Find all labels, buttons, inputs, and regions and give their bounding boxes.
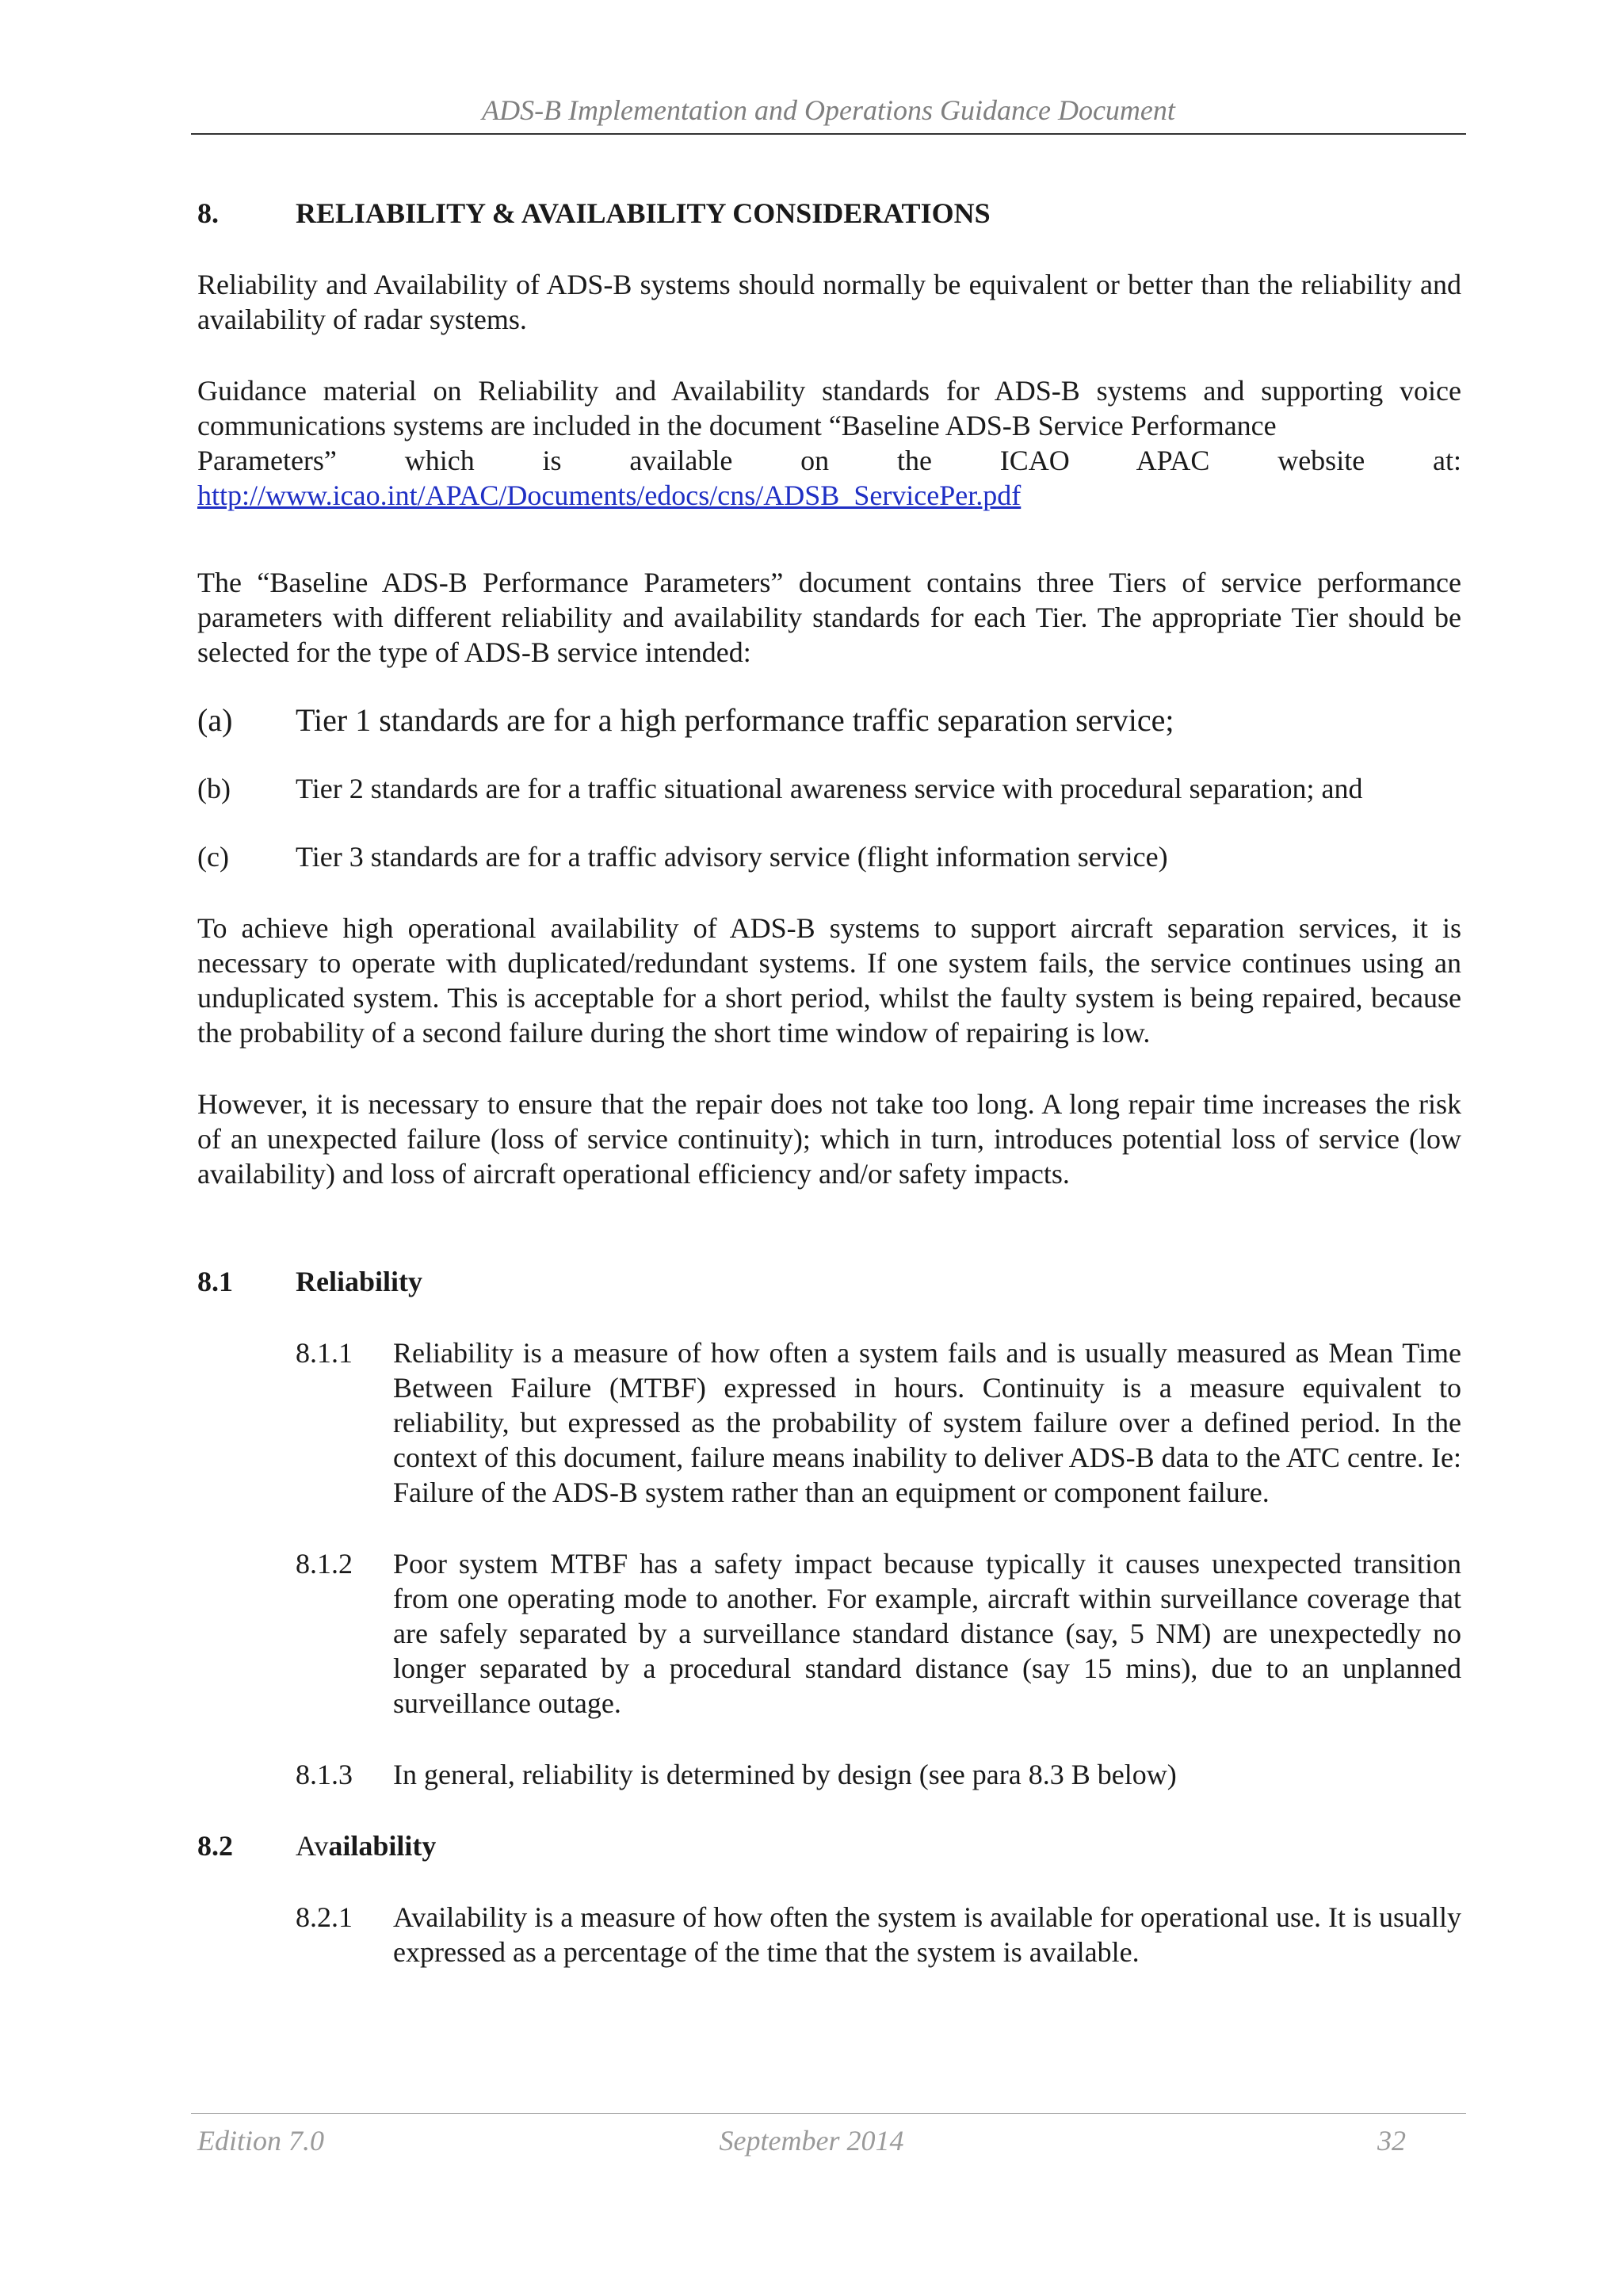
paragraph-repair-time: However, it is necessary to ensure that the repair does not take too long. A long repair time increases the risk of an unexpected failure (loss of service continuity); which in turn, introduces potential loss of service (low availability) and loss of aircraft operational efficiency and/or safety impacts.: [197, 1088, 1461, 1190]
paragraph-guidance: [197, 373, 1461, 513]
numbered-paragraph: [197, 1757, 1461, 1792]
tier-label: (b): [197, 773, 231, 804]
subsection-title: Reliability: [296, 1266, 422, 1297]
page-content: [197, 196, 1461, 1969]
subsection-title-prefix: Av: [296, 1830, 329, 1862]
footer-page-number: 32: [1377, 2125, 1406, 2157]
paragraph-tiers-intro: The “Baseline ADS-B Performance Parameters” document contains three Tiers of service performance parameters with different reliability and availability standards for each Tier. The appropriate Tier should be selected for the type of ADS-B service intended:: [197, 567, 1461, 668]
subsection-number: 8.1: [197, 1266, 233, 1297]
paragraph-availability-need: To achieve high operational availability of ADS-B systems to support aircraft separation services, it is necessary to operate with duplicated/redundant systems. If one system fails, the service continues using an unduplicated system. This is acceptable for a short period, whilst the faulty system is being repaired, because the probability of a second failure during the short time window of repairing is low.: [197, 912, 1461, 1049]
numbered-paragraph: [197, 1546, 1461, 1721]
paragraph-text: Poor system MTBF has a safety impact because typically it causes unexpected transition from one operating mode to another. For example, aircraft within surveillance coverage that are safely separated by a surveillance standard distance (say, 5 NM) are unexpectedly no longer separated by a procedural standard distance (say 15 mins), due to an unplanned surveillance outage.: [393, 1548, 1461, 1719]
subsection-title-rest: ailability: [328, 1830, 437, 1862]
tier-label: (a): [197, 702, 233, 738]
numbered-paragraph: [197, 1335, 1461, 1510]
tier-item: [197, 839, 1461, 874]
paragraph-guidance-spread: Parameters” which is available on the ICAO APAC website at:: [197, 445, 1461, 476]
paragraph-number: 8.1.1: [296, 1337, 353, 1369]
paragraph-text: Availability is a measure of how often the system is available for operational use. It is usually expressed as a percentage of the time that the system is available.: [393, 1901, 1461, 1968]
tier-item: [197, 703, 1461, 738]
icao-document-link[interactable]: http://www.icao.int/APAC/Documents/edocs/cns/ADSB_ServicePer.pdf: [197, 479, 1022, 511]
subsection-heading-reliability: [197, 1264, 1461, 1299]
section-number: 8.: [197, 197, 219, 229]
paragraph-text: Reliability is a measure of how often a system fails and is usually measured as Mean Time Between Failure (MTBF) expressed in hours. Continuity is a measure equivalent to reliability, but expressed as the probability of system failure over a defined period. In the context of this document, failure means inability to deliver ADS-B data to the ATC centre. Ie: Failure of the ADS-B system rather than an equipment or component failure.: [393, 1337, 1461, 1508]
footer-edition: Edition 7.0: [197, 2125, 324, 2157]
footer-date: September 2014: [719, 2125, 904, 2157]
tier-text: Tier 2 standards are for a traffic situational awareness service with procedural separation; and: [296, 773, 1363, 804]
tier-text: Tier 1 standards are for a high performance traffic separation service;: [296, 702, 1174, 738]
tier-label: (c): [197, 841, 229, 873]
paragraph-text: In general, reliability is determined by design (see para 8.3 B below): [393, 1759, 1177, 1790]
paragraph-intro: Reliability and Availability of ADS-B systems should normally be equivalent or better than the reliability and availability of radar systems.: [197, 269, 1461, 335]
header-rule: [191, 133, 1466, 135]
paragraph-number: 8.1.3: [296, 1759, 353, 1790]
paragraph-number: 8.1.2: [296, 1548, 353, 1580]
section-title: RELIABILITY & AVAILABILITY CONSIDERATIONS: [296, 197, 991, 229]
numbered-paragraph: [197, 1900, 1461, 1969]
subsection-number: 8.2: [197, 1830, 233, 1862]
paragraph-guidance-text: Guidance material on Reliability and Availability standards for ADS-B systems and supporting voice communications systems are included in the document “Baseline ADS-B Service Performance: [197, 375, 1461, 441]
subsection-heading-availability: [197, 1828, 1461, 1863]
tier-item: [197, 771, 1461, 806]
subsection-title: [296, 1828, 436, 1863]
tier-text: Tier 3 standards are for a traffic advisory service (flight information service): [296, 841, 1168, 873]
paragraph-number: 8.2.1: [296, 1901, 353, 1933]
running-header: ADS-B Implementation and Operations Guidance Document: [482, 94, 1175, 126]
section-heading: [197, 196, 1461, 231]
footer-rule: [191, 2113, 1466, 2114]
